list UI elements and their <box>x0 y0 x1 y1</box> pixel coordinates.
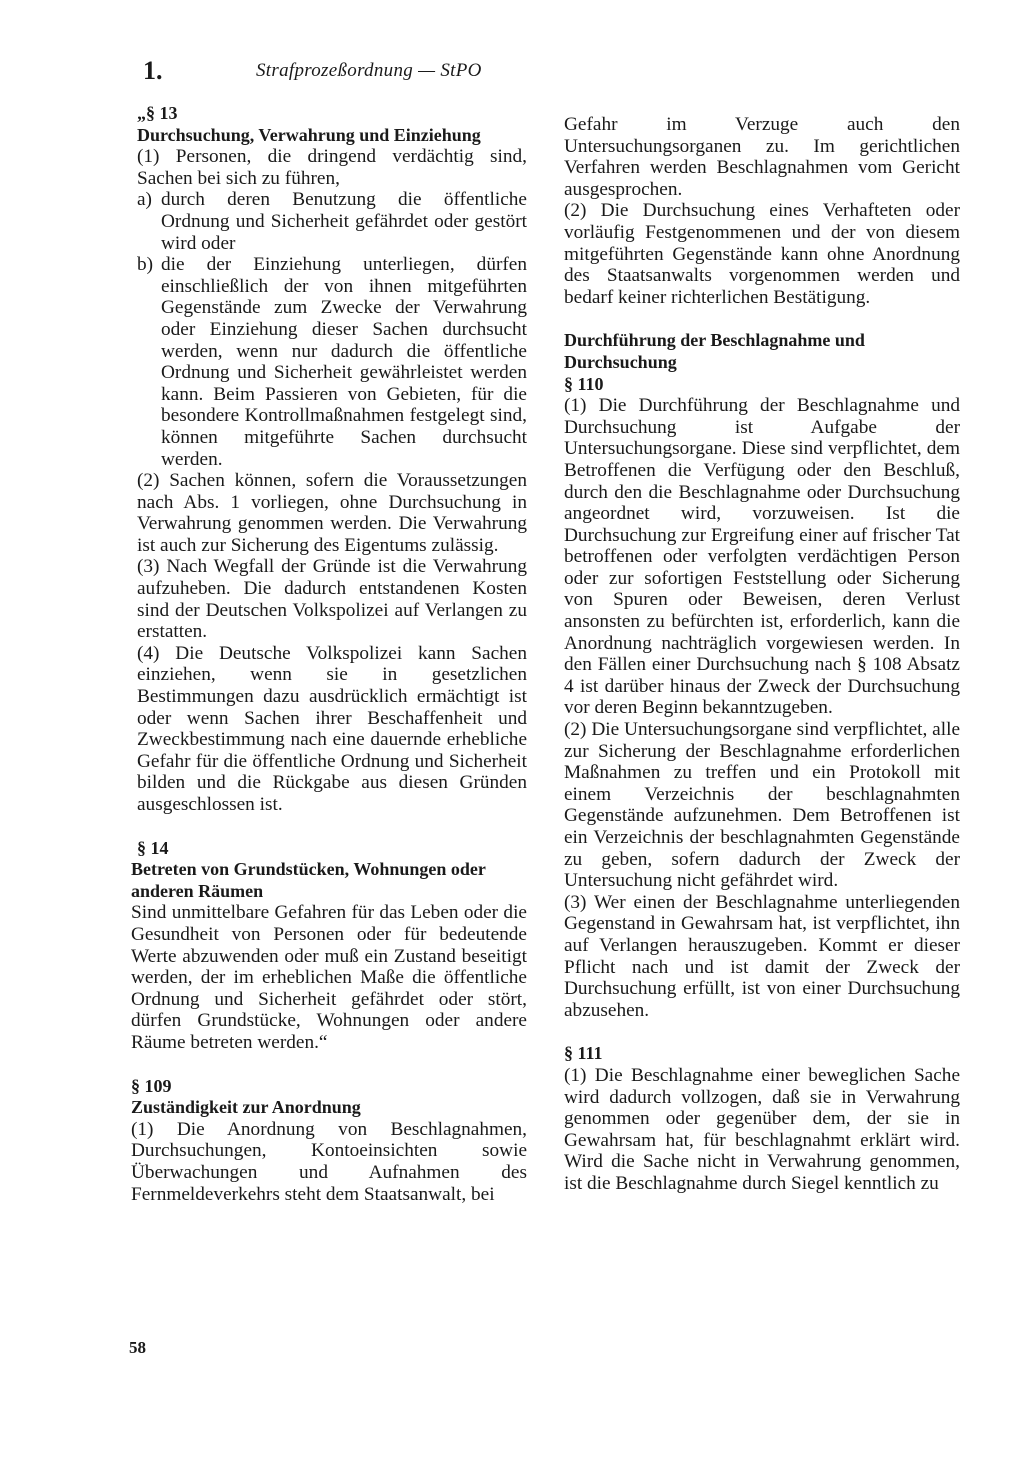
section-13-title: Durchsuchung, Verwahrung und Einziehung <box>137 124 481 145</box>
section-14-number: § 14 <box>137 837 169 858</box>
section-110-heading: Durchführung der Beschlagnahme und Durchsuchung <box>564 330 865 372</box>
item-a-text: durch deren Benutzung die öffentliche Ordnung und Sicherheit gefährdet oder gestört wird oder <box>161 189 527 254</box>
section-109-para-1-start: (1) Die Anordnung von Beschlagnahmen, Durchsuchungen, Kontoeinsichten sowie Überwachungen und Aufnahmen des Fernmeldeverkehrs steht dem Staatsanwalt, bei <box>131 1118 527 1205</box>
section-13-item-a <box>131 189 527 254</box>
running-title: Strafprozeßordnung — StPO <box>256 60 482 81</box>
section-13-para-3: (3) Nach Wegfall der Gründe ist die Verwahrung aufzuheben. Die dadurch entstandenen Kosten sind der Deutschen Volkspolizei auf Verlangen zu erstatten. <box>137 556 527 643</box>
section-109-para-2: (2) Die Durchsuchung eines Verhafteten oder vorläufig Festgenommenen und der von diesem mitgeführten Gegenstände kann ohne Anordnung des Staatsanwalts vorgenommen werden und bedarf keiner richterlichen Bestätigung. <box>564 200 960 308</box>
section-110-para-1: (1) Die Durchführung der Beschlagnahme und Durchsuchung ist Aufgabe der Untersuchungsorgane. Diese sind verpflichtet, dem Betroffenen die Verfügung oder den Beschluß, durch den die Beschlagnahme oder Durchsuchung angeordnet wird, vorzuweisen. Ist die Durchsuchung zur Ergreifung einer auf frischer Tat betroffenen oder verfolgten verdächtigen Person oder zur sofortigen Feststellung oder Sicherung von Spuren oder Beweisen, deren Verlust ansonsten zu befürchten ist, erforderlich, kann die Anordnung nachträglich vorgewiesen werden. In den Fällen einer Durchsuchung nach § 108 Absatz 4 ist darüber hinaus der Zweck der Durchsuchung vor deren Beginn bekanntzugeben. <box>564 395 960 719</box>
section-110-para-3: (3) Wer einen der Beschlagnahme unterliegenden Gegenstand in Gewahrsam hat, ist verpflichtet, ihn auf Verlangen herauszugeben. Kommt er dieser Pflicht nach und ist damit der Zweck der Durchsuchung erfüllt, ist von einer Durchsuchung abzusehen. <box>564 891 960 1021</box>
item-a-label: a) <box>137 189 152 211</box>
section-13-para-2: (2) Sachen können, sofern die Voraussetzungen nach Abs. 1 vorliegen, ohne Durchsuchung in Verwahrung genommen werden. Die Verwahrung ist auch zur Sicherung des Eigentums zulässig. <box>137 470 527 556</box>
section-110-number: § 110 <box>564 373 604 394</box>
section-14-text: Sind unmittelbare Gefahren für das Leben oder die Gesundheit von Personen oder für bedeutende Werte abzuwenden oder muß ein Zustand beseitigt werden, der im erheblichen Maße die öffentliche Ordnung und Sicherheit gefährdet oder stört, dürfen Grundstücke, Wohnungen oder andere Räume betreten werden.“ <box>131 902 527 1053</box>
section-14-title: Betreten von Grundstücken, Wohnungen oder anderen Räumen <box>131 859 486 901</box>
section-13-number: „§ 13 <box>137 103 178 123</box>
section-109-para-1-end: Gefahr im Verzuge auch den Untersuchungsorganen zu. Im gerichtlichen Verfahren werden Beschlagnahmen vom Gericht ausgesprochen. <box>564 114 960 200</box>
section-13-para-4: (4) Die Deutsche Volkspolizei kann Sachen einziehen, wenn sie in gesetzlichen Bestimmungen dazu ausdrücklich ermächtigt ist oder wenn Sachen ihrer Beschaffenheit und Zweckbestimmung nach eine dauernde erhebliche Gefahr für die öffentliche Ordnung und Sicherheit bilden und die Rückgabe aus diesen Gründen ausgeschlossen ist. <box>137 642 527 815</box>
page-number: 58 <box>129 1338 146 1357</box>
section-111-number: § 111 <box>564 1043 603 1064</box>
section-13-item-b <box>131 254 527 470</box>
section-111-para-1-start: (1) Die Beschlagnahme einer beweglichen Sache wird dadurch vollzogen, daß sie in Verwahrung genommen oder gegenüber dem, der sie in Gewahrsam hat, für beschlagnahmt erklärt wird. Wird die Sache nicht in Verwahrung genommen, ist die Beschlagnahme durch Siegel kenntlich zu <box>564 1064 960 1194</box>
item-b-text: die der Einziehung unterliegen, dürfen einschließlich der von ihnen mitgeführten Gegenstände zum Zwecke der Verwahrung oder Einziehung dieser Sachen durchsucht werden, wenn nur dadurch die öffentliche Ordnung und Sicherheit gewährleistet werden kann. Beim Passieren von Gebieten, für die besondere Kontrollmaßnahmen festgelegt sind, können mitgeführte Sachen durchsucht werden. <box>161 254 527 470</box>
section-109-title: Zuständigkeit zur Anordnung <box>131 1097 361 1118</box>
right-column <box>564 114 960 1195</box>
section-110-para-2: (2) Die Untersuchungsorgane sind verpflichtet, alle zur Sicherung der Beschlagnahme erforderlichen Maßnahmen zu treffen und ein Protokoll mit einem Verzeichnis der beschlagnahmten Gegenstände aufzunehmen. Dem Betroffenen ist ein Verzeichnis der beschlagnahmten Gegenstände zu geben, sofern dadurch der Zweck der Untersuchung nicht gefährdet wird. <box>564 719 960 892</box>
section-109-number: § 109 <box>131 1075 172 1096</box>
section-13-para-1: (1) Personen, die dringend verdächtig sind, Sachen bei sich zu führen, <box>137 146 527 189</box>
left-column <box>131 103 527 1205</box>
item-b-label: b) <box>137 254 154 276</box>
chapter-number: 1. <box>143 56 163 85</box>
